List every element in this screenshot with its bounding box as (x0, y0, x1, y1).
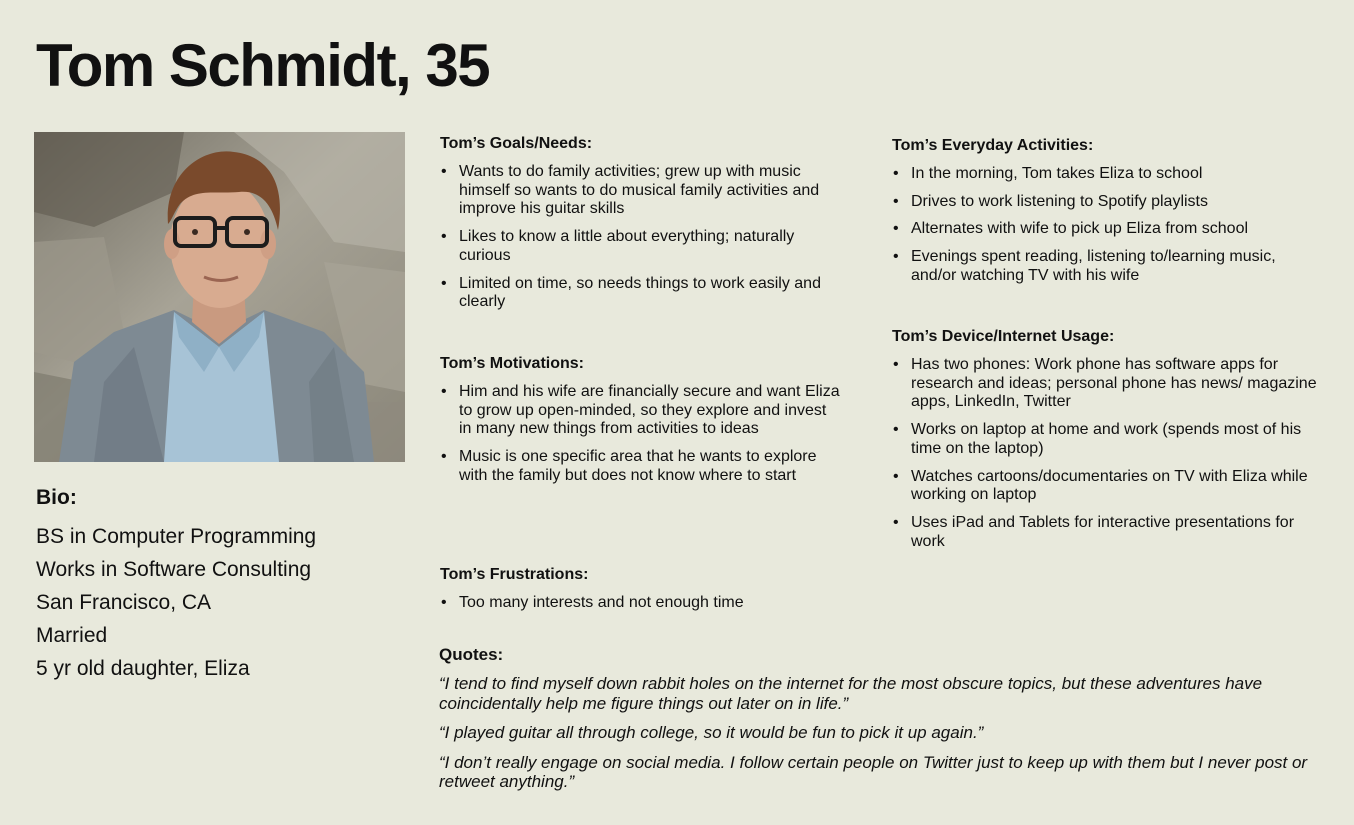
motivations-list (440, 383, 840, 486)
list-item: • Too many interests and not enough time (440, 594, 840, 613)
motivations-heading: Tom’s Motivations: (440, 355, 584, 372)
persona-photo (34, 132, 405, 462)
bio-marital-status: Married (36, 624, 108, 647)
list-item: • Evenings spent reading, listening to/learning music, and/or watching TV with his wife (892, 248, 1322, 285)
quote-item: “I played guitar all through college, so it would be fun to pick it up again.” (439, 723, 984, 742)
bio-heading: Bio: (36, 486, 77, 509)
activities-list (892, 165, 1322, 286)
list-item: • Drives to work listening to Spotify playlists (892, 193, 1322, 212)
frustrations-list (440, 594, 840, 613)
quotes-section (439, 645, 1334, 802)
devices-section (892, 328, 1322, 560)
frustrations-section (440, 566, 840, 622)
bio-location: San Francisco, CA (36, 591, 212, 614)
devices-heading: Tom’s Device/Internet Usage: (892, 328, 1115, 345)
activities-section (892, 137, 1322, 295)
quote-item: “I tend to find myself down rabbit holes on the internet for the most obscure topics, but these adventures have coincidentally help me figure things out later on in life.” (439, 674, 1263, 713)
bio-occupation: Works in Software Consulting (36, 558, 312, 581)
bio-section (36, 486, 316, 685)
list-item: • Likes to know a little about everything; naturally curious (440, 228, 840, 265)
frustrations-heading: Tom’s Frustrations: (440, 566, 589, 583)
list-item: • Him and his wife are financially secure and want Eliza to grow up open-minded, so they explore and invest in many new things from activities to ideas (440, 383, 840, 439)
motivations-section (440, 355, 840, 495)
goals-section (440, 135, 840, 321)
devices-list (892, 356, 1322, 551)
list-item: • Uses iPad and Tablets for interactive presentations for work (892, 514, 1322, 551)
persona-title: Tom Schmidt, 35 (36, 32, 490, 99)
list-item: • Alternates with wife to pick up Eliza from school (892, 220, 1322, 239)
list-item: • Wants to do family activities; grew up with music himself so wants to do musical family activities and improve his guitar skills (440, 163, 840, 219)
bio-education: BS in Computer Programming (36, 525, 317, 548)
quotes-heading: Quotes: (439, 645, 504, 664)
goals-list (440, 163, 840, 312)
activities-heading: Tom’s Everyday Activities: (892, 137, 1094, 154)
goals-heading: Tom’s Goals/Needs: (440, 135, 593, 152)
list-item: • Works on laptop at home and work (spends most of his time on the laptop) (892, 421, 1322, 458)
list-item: • Limited on time, so needs things to work easily and clearly (440, 275, 840, 312)
list-item: • In the morning, Tom takes Eliza to school (892, 165, 1322, 184)
list-item: • Music is one specific area that he wants to explore with the family but does not know where to start (440, 448, 840, 485)
list-item: • Has two phones: Work phone has software apps for research and ideas; personal phone has news/ magazine apps, LinkedIn, Twitter (892, 356, 1322, 412)
list-item: • Watches cartoons/documentaries on TV with Eliza while working on laptop (892, 468, 1322, 505)
bio-family: 5 yr old daughter, Eliza (36, 657, 250, 680)
quote-item: “I don’t really engage on social media. I follow certain people on Twitter just to keep up with them but I never post or retweet anything.” (439, 752, 1308, 791)
